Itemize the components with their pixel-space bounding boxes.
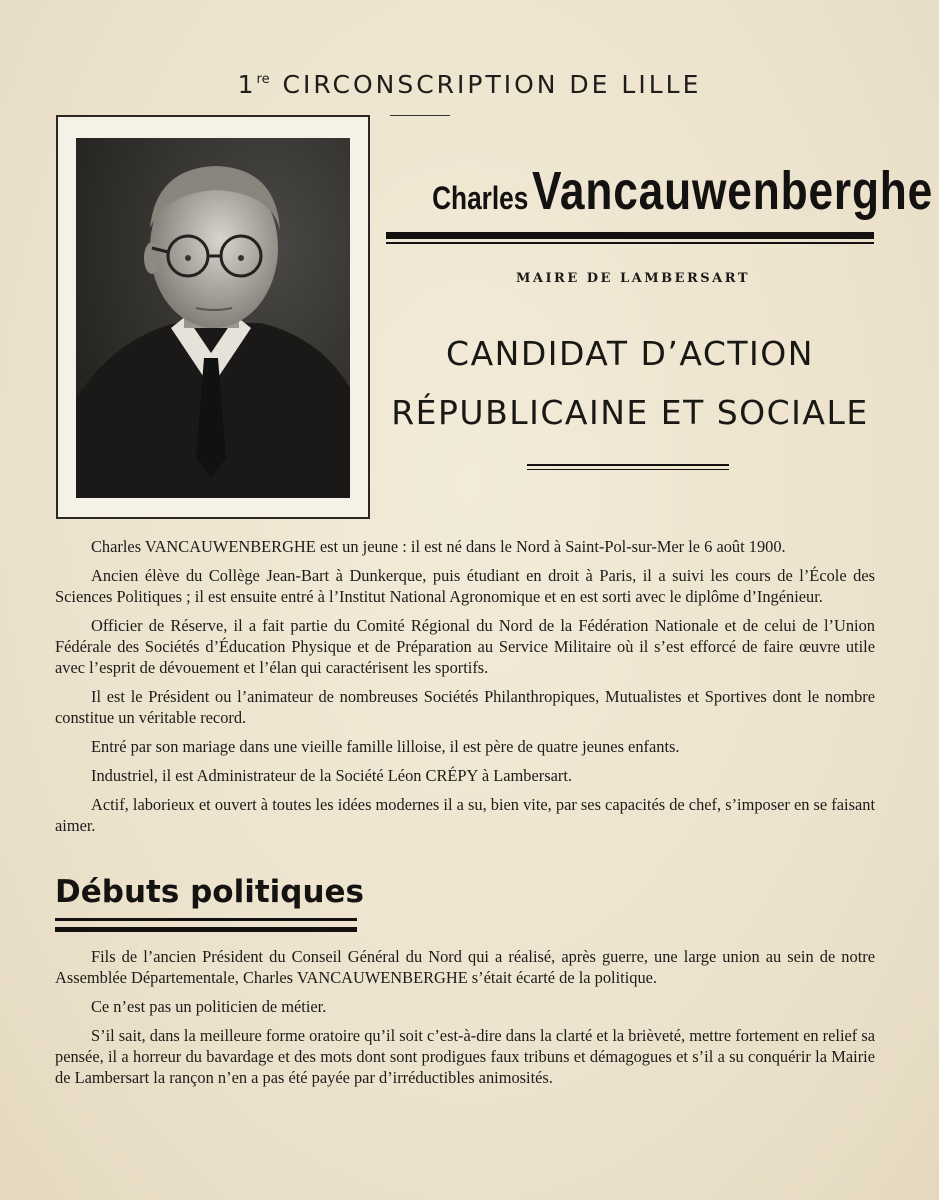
candidate-last-name: Vancauwenberghe xyxy=(532,161,934,221)
bio-paragraph: Industriel, il est Administrateur de la Société Léon CRÉPY à Lambersart. xyxy=(91,766,572,785)
candidacy-line-1: CANDIDAT D’ACTION xyxy=(446,334,814,373)
bio-paragraph: Officier de Réserve, il a fait partie du Comité Régional du Nord de la Fédération Nationale et de celui de l’Union Fédérale des Sociétés d’Éducation Physique et de Préparation au Service Militaire où il s’est efforcé de faire œuvre utile avec l’esprit de dévouement et l’élan qui caractérisent les sportifs. xyxy=(55,616,875,677)
politics-paragraph: S’il sait, dans la meilleure forme oratoire qu’il soit c’est-à-dire dans la clarté et la brièveté, mettre fortement en relief sa pensée, il a horreur du bavardage et des mots dont sont prodigues faux tribuns et démagogues et s’il a su conquérir la Mairie de Lambersart la rançon n’en a pas été payée par d’irréductibles animosités. xyxy=(55,1026,875,1087)
name-rule-thin xyxy=(386,242,874,244)
candidate-portrait xyxy=(76,138,350,498)
candidacy-rule-bottom xyxy=(527,469,729,470)
constituency-ordinal: re xyxy=(256,72,270,87)
candidacy-line-2: RÉPUBLICAINE ET SOCIALE xyxy=(391,393,869,432)
candidate-title: MAIRE DE LAMBERSART xyxy=(515,271,751,286)
politics-paragraph: Fils de l’ancien Président du Conseil Général du Nord qui a réalisé, après guerre, une large union au sein de notre Assemblée Départementale, Charles VANCAUWENBERGHE s’était écarté de la politique. xyxy=(55,947,875,987)
bio-paragraph: Entré par son mariage dans une vieille famille lilloise, il est père de quatre jeunes enfants. xyxy=(91,737,680,756)
politics-paragraph: Ce n’est pas un politicien de métier. xyxy=(91,997,327,1016)
biography xyxy=(55,536,875,844)
bio-paragraph: Il est le Président ou l’animateur de nombreuses Sociétés Philanthropiques, Mutualistes et Sportives dont le nombre constitue un véritable record. xyxy=(55,687,875,727)
header-rule xyxy=(390,115,450,116)
politics-text xyxy=(55,946,875,1096)
heading-rule-bottom xyxy=(55,927,357,932)
heading-rule-top xyxy=(55,918,357,921)
name-rule-thick xyxy=(386,232,874,239)
candidate-name xyxy=(432,160,934,222)
bio-paragraph: Actif, laborieux et ouvert à toutes les idées modernes il a su, bien vite, par ses capacités de chef, s’imposer en se faisant aimer. xyxy=(55,795,875,835)
bio-paragraph: Ancien élève du Collège Jean-Bart à Dunkerque, puis étudiant en droit à Paris, il a suivi les cours de l’École des Sciences Politiques ; il est ensuite entré à l’Institut National Agronomique et en est sorti avec le diplôme d’Ingénieur. xyxy=(55,566,875,606)
candidate-first-name: Charles xyxy=(432,180,529,216)
constituency-header xyxy=(0,70,939,99)
bio-paragraph: Charles VANCAUWENBERGHE est un jeune : il est né dans le Nord à Saint-Pol-sur-Mer le 6 août 1900. xyxy=(91,537,786,556)
section-heading: Débuts politiques xyxy=(55,874,365,910)
constituency-number: 1 xyxy=(237,70,257,99)
candidacy-rule-top xyxy=(527,464,729,466)
constituency-label: CIRCONSCRIPTION DE LILLE xyxy=(282,70,702,99)
